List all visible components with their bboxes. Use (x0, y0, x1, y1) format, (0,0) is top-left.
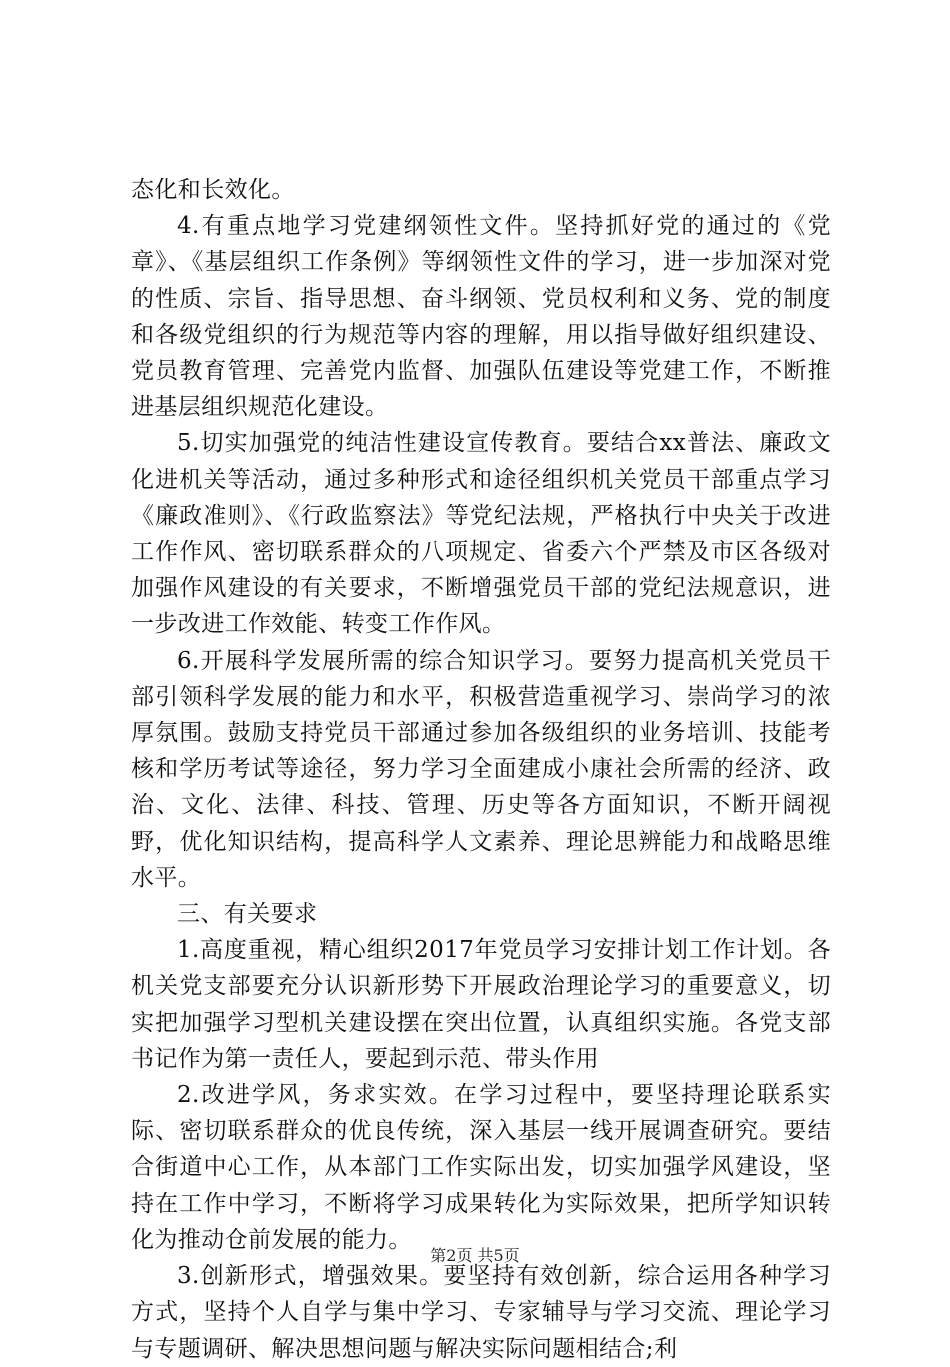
paragraph-continuation: 态化和长效化。 (131, 177, 295, 203)
paragraph-requirement-2: 2.改进学风，务求实效。在学习过程中，要坚持理论联系实际、密切联系群众的优良传统，深入基层一线开展调查研究。要结合街道中心工作，从本部门工作实际出发，切实加强学风建设，坚持在工作中学习，不断将学习成果转化为实际效果，把所学知识转化为推动仓前发展的能力。 (131, 1082, 831, 1253)
section-heading: 三、有关要求 (177, 901, 318, 928)
paragraph-item-4: 4.有重点地学习党建纲领性文件。坚持抓好党的通过的《党章》、《基层组织工作条例》等纲领性文件的学习，进一步加深对党的性质、宗旨、指导思想、奋斗纲领、党员权利和义务、党的制度和各级党组织的行为规范等内容的理解，用以指导做好组织建设、党员教育管理、完善党内监督、加强队伍建设等党建工作，不断推进基层组织规范化建设。 (131, 213, 831, 421)
document-body (131, 172, 831, 1367)
paragraph-item-6: 6.开展科学发展所需的综合知识学习。要努力提高机关党员干部引领科学发展的能力和水平，积极营造重视学习、崇尚学习的浓厚氛围。鼓励支持党员干部通过参加各级组织的业务培训、技能考核和学历考试等途径，努力学习全面建成小康社会所需的经济、政治、文化、法律、科技、管理、历史等各方面知识，不断开阔视野，优化知识结构，提高科学人文素养、理论思辨能力和战略思维水平。 (131, 647, 831, 891)
paragraph-requirement-3: 3.创新形式，增强效果。要坚持有效创新，综合运用各种学习方式，坚持个人自学与集中学习、专家辅导与学习交流、理论学习与专题调研、解决思想问题与解决实际问题相结合;利 (131, 1263, 831, 1362)
paragraph-requirement-1: 1.高度重视，精心组织2017年党员学习安排计划工作计划。各机关党支部要充分认识新形势下开展政治理论学习的重要意义，切实把加强学习型机关建设摆在突出位置，认真组织实施。各党支部书记作为第一责任人，要起到示范、带头作用 (131, 937, 831, 1072)
paragraph-item-5: 5.切实加强党的纯洁性建设宣传教育。要结合xx普法、廉政文化进机关等活动，通过多种形式和途径组织机关党员干部重点学习《廉政准则》、《行政监察法》等党纪法规，严格执行中央关于改进工作作风、密切联系群众的八项规定、省委六个严禁及市区各级对加强作风建设的有关要求，不断增强党员干部的党纪法规意识，进一步改进工作效能、转变工作作风。 (131, 430, 831, 638)
page-number-footer: 第2页 共5页 (430, 1246, 520, 1265)
